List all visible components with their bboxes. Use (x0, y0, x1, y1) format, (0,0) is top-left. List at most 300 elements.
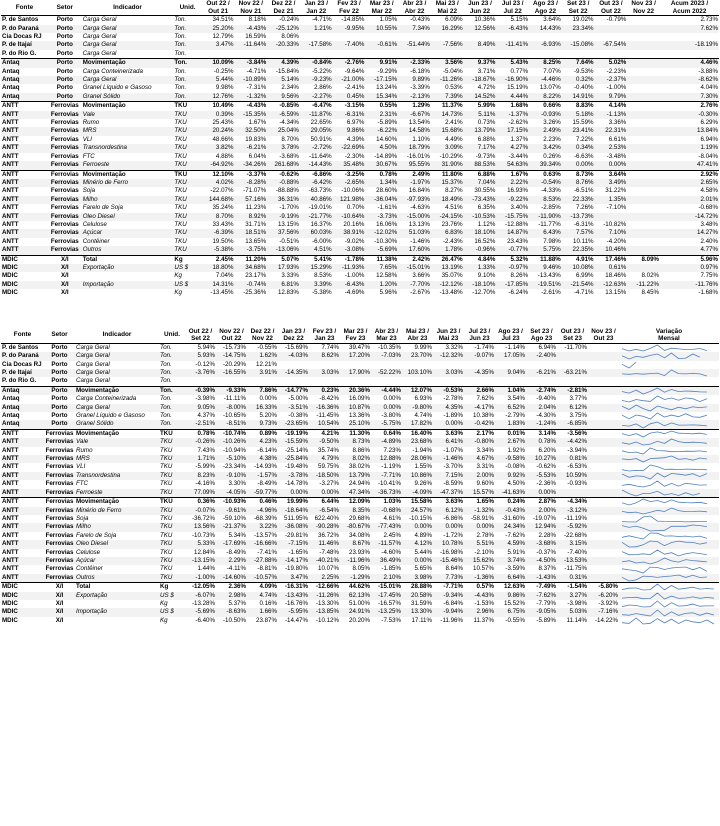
sector-cell: Porto (48, 76, 82, 84)
value-cell: 13.30% (402, 608, 433, 616)
column-header: Setor (44, 328, 75, 344)
value-cell: -0.26% (185, 438, 216, 446)
indicator-cell: Granel Líquido e Gasoso (76, 412, 145, 420)
value-cell: -1.24% (526, 420, 557, 429)
value-cell: 0.57% (464, 583, 495, 592)
value-cell: -3.08% (333, 246, 366, 255)
value-cell: 0.78% (365, 170, 398, 179)
value-cell (216, 377, 247, 386)
value-cell: 15.62% (464, 557, 495, 565)
value-cell: 6.88% (464, 170, 497, 179)
unit-cell: TKU (174, 187, 187, 195)
source-cell: MDIC (2, 272, 18, 280)
period-header-top: Jul 23 / (501, 0, 524, 7)
cumulative-cell: 7.75% (700, 272, 718, 280)
value-cell: -7.49% (526, 583, 557, 592)
sparkline-cell (619, 352, 719, 360)
value-cell: -36.72% (191, 514, 215, 522)
value-cell: -15.69% (284, 343, 308, 351)
unit-cell: TKU (173, 111, 201, 119)
sparkline-cell (619, 412, 719, 420)
source-cell: ANTT (2, 531, 19, 539)
source-cell: P. de Itajaí (1, 369, 44, 377)
value-cell: 12.83% (277, 289, 299, 297)
sector-cell: Ferrovias (48, 179, 82, 187)
value-cell: 6.20% (538, 446, 556, 454)
unit-cell: TKU (159, 523, 185, 531)
yearly-comparison-table (1, 0, 719, 298)
value-cell: -9.50% (309, 438, 340, 446)
value-cell: 12.10% (202, 170, 235, 179)
value-cell (300, 33, 333, 41)
value-cell: 22.33% (562, 196, 595, 204)
cumulative-cell: -11.76% (660, 281, 719, 289)
value-cell: 0.23% (309, 386, 340, 395)
value-cell (627, 59, 660, 68)
value-cell: -40.21% (309, 557, 340, 565)
value-cell: 20.58% (402, 592, 433, 600)
source-cell: ANTT (1, 102, 48, 111)
value-cell: -4.34% (279, 119, 299, 127)
value-cell: 4.89% (414, 531, 432, 539)
value-cell (333, 50, 366, 59)
sector-cell: Ferrovias (48, 170, 82, 179)
period-header-bottom: Dez 21 (267, 8, 300, 16)
value-cell: -6.20% (588, 592, 619, 600)
table-row (1, 557, 719, 565)
value-cell (588, 540, 619, 548)
period-header-top: Ago 23 / (498, 327, 523, 335)
value-cell: 2.23% (543, 135, 561, 143)
value-cell: -4.63% (410, 204, 430, 212)
value-cell: -0.40% (573, 84, 594, 92)
period-header-bottom: Jul 22 (496, 8, 529, 16)
value-cell: 2.86% (314, 84, 332, 92)
value-cell: 14.52% (464, 93, 497, 102)
sector-cell: X/I (48, 255, 82, 264)
sparkline-path (622, 575, 707, 581)
table-row (1, 420, 719, 429)
value-cell: 20.20% (349, 616, 370, 624)
value-cell: -9.94% (433, 608, 464, 616)
value-cell (588, 352, 619, 360)
value-cell: -5.75% (371, 420, 402, 429)
value-cell: -8.51% (216, 420, 247, 429)
sparkline (620, 369, 716, 377)
sparkline-cell (619, 369, 719, 377)
value-cell (627, 246, 660, 255)
period-header-bottom: Fev 22 (333, 8, 366, 16)
sparkline (620, 515, 716, 523)
value-cell: -12.32% (433, 352, 464, 360)
value-cell: 13.15% (277, 220, 299, 228)
cumulative-cell: 3.48% (700, 220, 718, 228)
value-cell: 8.09% (627, 255, 660, 264)
period-header-bottom: Mar 22 (365, 8, 398, 16)
unit-cell: Ton. (174, 84, 187, 92)
value-cell: 0.24% (495, 498, 526, 507)
period-header-bottom: Out 22 (216, 335, 247, 343)
indicator-cell: VLI (76, 463, 86, 471)
value-cell: -1.32% (464, 507, 495, 515)
value-cell: -9.34% (433, 592, 464, 600)
value-cell: -9.22% (496, 196, 529, 204)
value-cell (529, 50, 562, 59)
sparkline-path (622, 473, 707, 479)
value-cell: 22.65% (310, 119, 332, 127)
unit-cell: TKU (159, 498, 185, 507)
table-row (1, 463, 719, 471)
value-cell: 25.04% (267, 127, 300, 135)
value-cell: -4.30% (536, 412, 556, 420)
unit-cell: TKU (174, 204, 187, 212)
value-cell: -6.21% (526, 369, 557, 377)
value-cell: 0.00% (562, 161, 595, 170)
value-cell: -4.05% (216, 489, 247, 498)
unit-cell: TKU (174, 237, 187, 245)
unit-cell: TKU (159, 557, 185, 565)
value-cell (557, 352, 588, 360)
value-cell: -73.43% (464, 196, 497, 204)
value-cell: 2.31% (365, 111, 398, 119)
value-cell: -7.79% (536, 599, 556, 607)
table-row (1, 84, 719, 92)
value-cell: -0.12% (195, 360, 215, 368)
value-cell: 0.78% (185, 429, 216, 438)
value-cell: 8.70% (281, 135, 299, 143)
section-total-row (1, 170, 719, 179)
value-cell: 40.86% (300, 196, 333, 204)
value-cell (627, 264, 660, 272)
value-cell: -11.64% (234, 41, 267, 49)
value-cell: 8.26% (510, 272, 529, 280)
value-cell: -25.12% (267, 25, 300, 33)
value-cell: 12.63% (495, 583, 526, 592)
value-cell: -11.11% (223, 395, 246, 403)
sector-cell: Ferrovias (45, 471, 74, 479)
sparkline-path (622, 345, 707, 351)
value-cell: 13.15% (605, 289, 627, 297)
period-header-bottom: Abr 23 (402, 335, 433, 343)
value-cell: 15.68% (431, 127, 464, 135)
value-cell: -1.00% (606, 84, 627, 92)
value-cell: -1.00% (185, 574, 216, 583)
unit-cell: TKU (173, 213, 201, 221)
value-cell: 2.17% (464, 429, 495, 438)
source-cell: Cia Docas RJ (2, 360, 42, 368)
value-cell: -59.10% (222, 514, 246, 522)
value-cell: -63.73% (308, 187, 332, 195)
source-cell: Antaq (1, 404, 44, 412)
table-row (1, 111, 719, 119)
value-cell: -1.57% (247, 472, 278, 480)
value-cell: -1.32% (234, 93, 267, 102)
unit-cell: TKU (160, 480, 173, 488)
value-cell: 15.57% (464, 489, 495, 498)
value-cell: -6.84% (443, 599, 463, 607)
unit-cell: Ton. (173, 93, 201, 102)
value-cell: 95.55% (398, 161, 431, 170)
table-row (1, 16, 719, 25)
sparkline-cell (619, 438, 719, 446)
value-cell: 3.47% (278, 574, 309, 583)
value-cell: -11.70% (564, 343, 587, 351)
source-cell: ANTT (1, 540, 44, 548)
value-cell: -3.68% (279, 152, 299, 160)
value-cell: 7.39% (431, 93, 464, 102)
value-cell: -64.92% (202, 161, 235, 170)
value-cell: -9.02% (344, 237, 365, 245)
value-cell: 1.83% (495, 420, 526, 429)
sector-cell: Porto (44, 369, 75, 377)
value-cell: -18.10% (464, 281, 497, 289)
value-cell: 12.88% (371, 455, 402, 463)
source-cell: MDIC (1, 608, 44, 616)
value-cell: 1.92% (507, 446, 525, 454)
value-cell: 23.17% (245, 272, 267, 280)
value-cell: 261.68% (267, 161, 300, 170)
period-header-top: Nov 22 / (238, 0, 264, 7)
value-cell: 2.96% (464, 608, 495, 616)
value-cell: -0.62% (267, 170, 300, 179)
column-header: Fonte (1, 0, 48, 16)
value-cell (588, 532, 619, 540)
value-cell: 4.72% (477, 84, 496, 92)
value-cell: 0.61% (595, 264, 628, 272)
sparkline-cell (619, 361, 719, 369)
value-cell: -2.76% (333, 59, 366, 68)
value-cell: 10.54% (309, 420, 340, 429)
value-cell (627, 153, 660, 161)
value-cell: 8.92% (234, 213, 267, 221)
value-cell: -3.27% (319, 480, 339, 488)
sparkline-path (622, 362, 636, 368)
value-cell: 9.37% (464, 59, 497, 68)
value-cell: -19.48% (284, 463, 308, 471)
value-cell: 6.88% (477, 135, 496, 143)
sparkline-path (622, 439, 707, 445)
value-cell: -52.22% (371, 369, 402, 377)
sparkline (620, 524, 716, 532)
value-cell (495, 377, 526, 386)
period-header-top: Jul 23 / (468, 327, 491, 335)
value-cell: -7.70% (398, 281, 431, 289)
value-cell: 19.99% (278, 498, 309, 507)
value-cell: 3.09% (431, 144, 464, 152)
value-cell (627, 41, 660, 49)
value-cell: -9.95% (333, 25, 366, 33)
value-cell: -15.01% (398, 264, 431, 272)
value-cell (588, 480, 619, 488)
value-cell: -10.29% (439, 152, 463, 160)
value-cell: 9.56% (267, 93, 300, 102)
value-cell: -2.61% (541, 289, 561, 297)
value-cell: 5.37% (228, 599, 246, 607)
value-cell: 0.00% (464, 523, 495, 531)
value-cell: 38.91% (333, 229, 366, 237)
value-cell: 11.46% (309, 540, 340, 548)
value-cell: 1.04% (495, 386, 526, 395)
table-row (1, 204, 719, 212)
value-cell: 31.59% (411, 599, 432, 607)
value-cell: 5.14% (267, 76, 300, 84)
value-cell: -15.46% (433, 557, 464, 565)
value-cell: 15.34% (365, 93, 398, 102)
value-cell: 23.93% (349, 548, 370, 556)
value-cell: 2.87% (526, 498, 557, 507)
value-cell: 8.18% (248, 16, 267, 24)
value-cell: 5.44% (414, 548, 432, 556)
value-cell: -63.21% (557, 369, 588, 377)
last-column-header-top: Variação (655, 327, 683, 335)
value-cell (588, 420, 619, 429)
value-cell: 1.67% (248, 119, 267, 127)
period-header-bottom: Jan 22 (300, 8, 333, 16)
value-cell: -5.10% (216, 455, 247, 463)
value-cell: -18.67% (464, 76, 497, 84)
value-cell: 13.36% (349, 412, 370, 420)
sparkline-path (622, 456, 707, 462)
value-cell (496, 50, 529, 59)
unit-cell: TKU (173, 170, 201, 179)
value-cell: 16.33% (247, 404, 278, 412)
column-header: Unid. (159, 328, 185, 344)
value-cell (595, 50, 628, 59)
sector-cell: Ferrovias (48, 111, 82, 119)
value-cell (627, 93, 660, 102)
value-cell: 3.42% (529, 144, 562, 152)
value-cell: 6.94% (538, 343, 556, 351)
source-cell: ANTT (1, 498, 44, 507)
value-cell: 23.87% (256, 616, 277, 624)
cumulative-cell: 14.27% (660, 229, 719, 237)
sector-cell: Ferrovias (48, 161, 82, 170)
indicator-cell: Soja (76, 514, 89, 522)
sparkline-cell (619, 600, 719, 608)
value-cell (627, 196, 660, 204)
value-cell: -6.18% (410, 67, 430, 75)
value-cell: 1.44% (197, 565, 215, 573)
value-cell: -17.15% (365, 76, 398, 84)
period-header-bottom: Jun 23 (464, 335, 495, 343)
value-cell: 50.91% (310, 135, 332, 143)
source-cell: ANTT (2, 135, 19, 143)
unit-cell: Kg (160, 616, 168, 624)
sparkline (620, 412, 716, 420)
value-cell: -10.74% (216, 429, 247, 438)
value-cell: -7.41% (257, 548, 277, 556)
value-cell: 39.34% (529, 161, 562, 170)
value-cell: -1.70% (279, 204, 299, 212)
source-cell: ANTT (1, 161, 48, 170)
value-cell: 0.00% (371, 404, 402, 412)
value-cell: 10.38% (473, 412, 494, 420)
indicator-cell: Carga Geral (75, 352, 159, 360)
value-cell: -11.22% (627, 281, 660, 289)
value-cell: -19.80% (284, 565, 308, 573)
value-cell: -0.42% (464, 420, 495, 429)
value-cell: 11.38% (365, 255, 398, 264)
value-cell: 0.00% (433, 420, 464, 429)
value-cell: -1.19% (381, 463, 401, 471)
value-cell: -7.62% (526, 592, 557, 600)
value-cell: 34.08% (349, 531, 370, 539)
unit-cell: Ton. (173, 76, 201, 84)
sector-cell: Ferrovias (45, 514, 74, 522)
value-cell: -5.99% (195, 463, 215, 471)
value-cell: 5.18% (562, 111, 595, 119)
value-cell (627, 76, 660, 84)
value-cell: -77.43% (371, 523, 402, 531)
period-header-top: Mar 23 / (369, 0, 394, 7)
value-cell (431, 50, 464, 59)
sparkline (620, 549, 716, 557)
period-header-bottom: Dez 22 (278, 335, 309, 343)
source-cell: P. do Paraná (1, 25, 48, 33)
cumulative-cell: -18.19% (660, 41, 719, 49)
table-row (1, 600, 719, 608)
period-header-bottom: Set 22 (185, 335, 216, 343)
value-cell: 13.79% (340, 472, 371, 480)
value-cell (278, 377, 309, 386)
period-header-top: Dez 22 / (250, 327, 275, 335)
value-cell: -2.27% (300, 93, 333, 102)
value-cell: 2.00% (464, 472, 495, 480)
value-cell (627, 102, 660, 111)
unit-cell: TKU (160, 531, 173, 539)
value-cell: 3.22% (247, 523, 278, 531)
cumulative-cell: 7.62% (660, 25, 719, 33)
sparkline-cell (619, 377, 719, 386)
sparkline-path (622, 431, 707, 437)
value-cell: -9.05% (526, 608, 557, 616)
source-cell: ANTT (1, 144, 48, 152)
value-cell: 77.09% (185, 489, 216, 498)
sector-cell: Porto (56, 49, 73, 57)
value-cell: 3.75% (569, 412, 587, 420)
value-cell: 26.47% (431, 255, 464, 264)
value-cell: -4.96% (247, 507, 278, 515)
value-cell: 16.06% (376, 220, 398, 228)
value-cell: 10.09% (202, 59, 235, 68)
value-cell: -5.53% (526, 472, 557, 480)
value-cell (588, 489, 619, 498)
value-cell: 1.37% (510, 135, 529, 143)
indicator-cell: FTC (76, 480, 89, 488)
value-cell: -9.10% (216, 472, 247, 480)
table-row (1, 281, 719, 289)
sparkline-path (622, 353, 700, 359)
sector-cell: Porto (51, 395, 68, 403)
cumulative-cell: 4.04% (700, 84, 718, 92)
value-cell: 5.44% (202, 76, 235, 84)
value-cell: -12.66% (309, 583, 340, 592)
value-cell: -3.48% (606, 152, 627, 160)
value-cell: 7.23% (383, 446, 401, 454)
value-cell: -12.02% (365, 229, 398, 237)
value-cell: 39.47% (349, 343, 370, 351)
source-cell: Antaq (2, 84, 20, 92)
value-cell: 4.09% (247, 583, 278, 592)
sparkline-path (622, 601, 714, 607)
value-cell: -4.43% (234, 102, 267, 111)
table-row (1, 246, 719, 255)
period-header-top: Mai 23 / (435, 0, 459, 7)
cumulative-cell: -14.72% (660, 213, 719, 221)
value-cell: -21.54% (562, 281, 595, 289)
value-cell: -4.71% (573, 289, 594, 297)
value-cell: 25.43% (212, 119, 234, 127)
